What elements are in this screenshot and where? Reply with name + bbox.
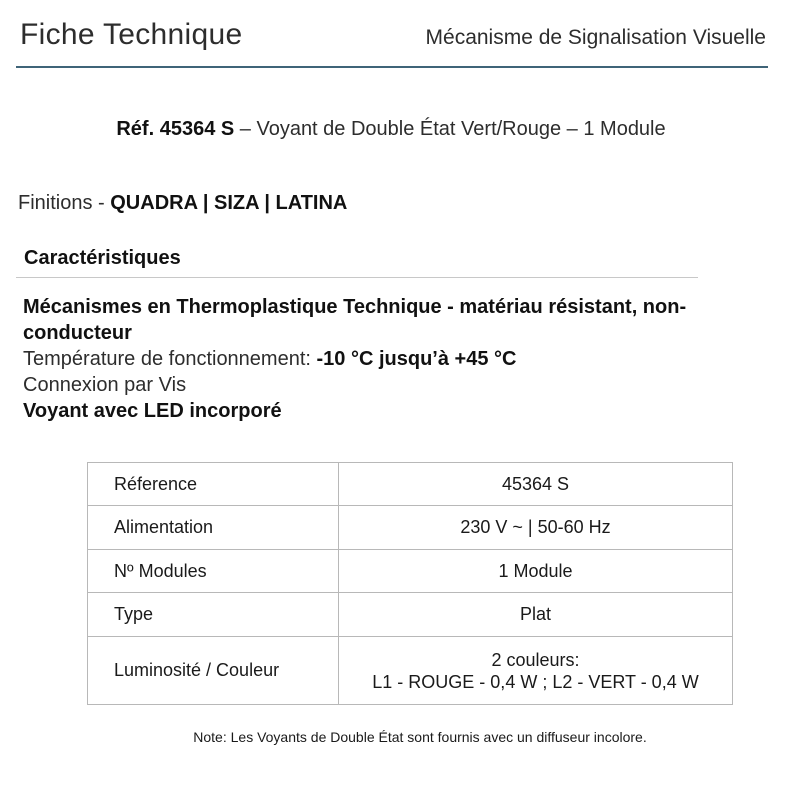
spec-label-type: Type <box>88 593 339 637</box>
led-feature: Voyant avec LED incorporé <box>23 400 282 422</box>
table-row <box>88 463 733 506</box>
page-subtitle: Mécanisme de Signalisation Visuelle <box>425 26 766 49</box>
finitions-values: QUADRA | SIZA | LATINA <box>110 192 348 214</box>
finitions-line <box>18 192 347 215</box>
finitions-label: Finitions - <box>18 192 111 214</box>
table-row <box>88 637 733 705</box>
product-reference-line <box>0 118 782 141</box>
table-row <box>88 550 733 593</box>
characteristics-heading-text: Caractéristiques <box>24 247 181 269</box>
temperature-label: Température de fonctionnement: <box>23 348 317 370</box>
product-reference: Réf. 45364 S <box>116 118 235 140</box>
footnote: Note: Les Voyants de Double État sont fournis avec un diffuseur incolore. <box>193 729 647 745</box>
spec-value-type: Plat <box>339 593 733 637</box>
table-row <box>88 506 733 550</box>
characteristics-list <box>23 294 723 424</box>
luminosity-line-2: L1 - ROUGE - 0,4 W ; L2 - VERT - 0,4 W <box>372 671 699 692</box>
page-title: Fiche Technique <box>20 18 243 51</box>
spec-value-reference: 45364 S <box>339 463 733 506</box>
spec-value-modules: 1 Module <box>339 550 733 593</box>
table-row <box>88 593 733 637</box>
header <box>16 14 768 68</box>
temperature-value: -10 °C jusqu’à +45 °C <box>316 348 517 370</box>
spec-label-modules: Nº Modules <box>88 550 339 593</box>
spec-label-power: Alimentation <box>88 506 339 550</box>
characteristics-heading <box>16 245 698 278</box>
spec-label-reference: Réference <box>88 463 339 506</box>
connection-feature: Connexion par Vis <box>23 374 187 396</box>
spec-table <box>87 462 733 705</box>
product-description: – Voyant de Double État Vert/Rouge – 1 Module <box>234 118 666 140</box>
spec-label-luminosity: Luminosité / Couleur <box>88 637 339 705</box>
temperature-feature <box>23 346 723 372</box>
spec-value-luminosity <box>339 637 733 705</box>
spec-value-power: 230 V ~ | 50-60 Hz <box>339 506 733 550</box>
luminosity-line-1: 2 couleurs: <box>491 649 580 670</box>
material-feature: Mécanismes en Thermoplastique Technique - matériau résistant, non-conducteur <box>23 296 687 344</box>
